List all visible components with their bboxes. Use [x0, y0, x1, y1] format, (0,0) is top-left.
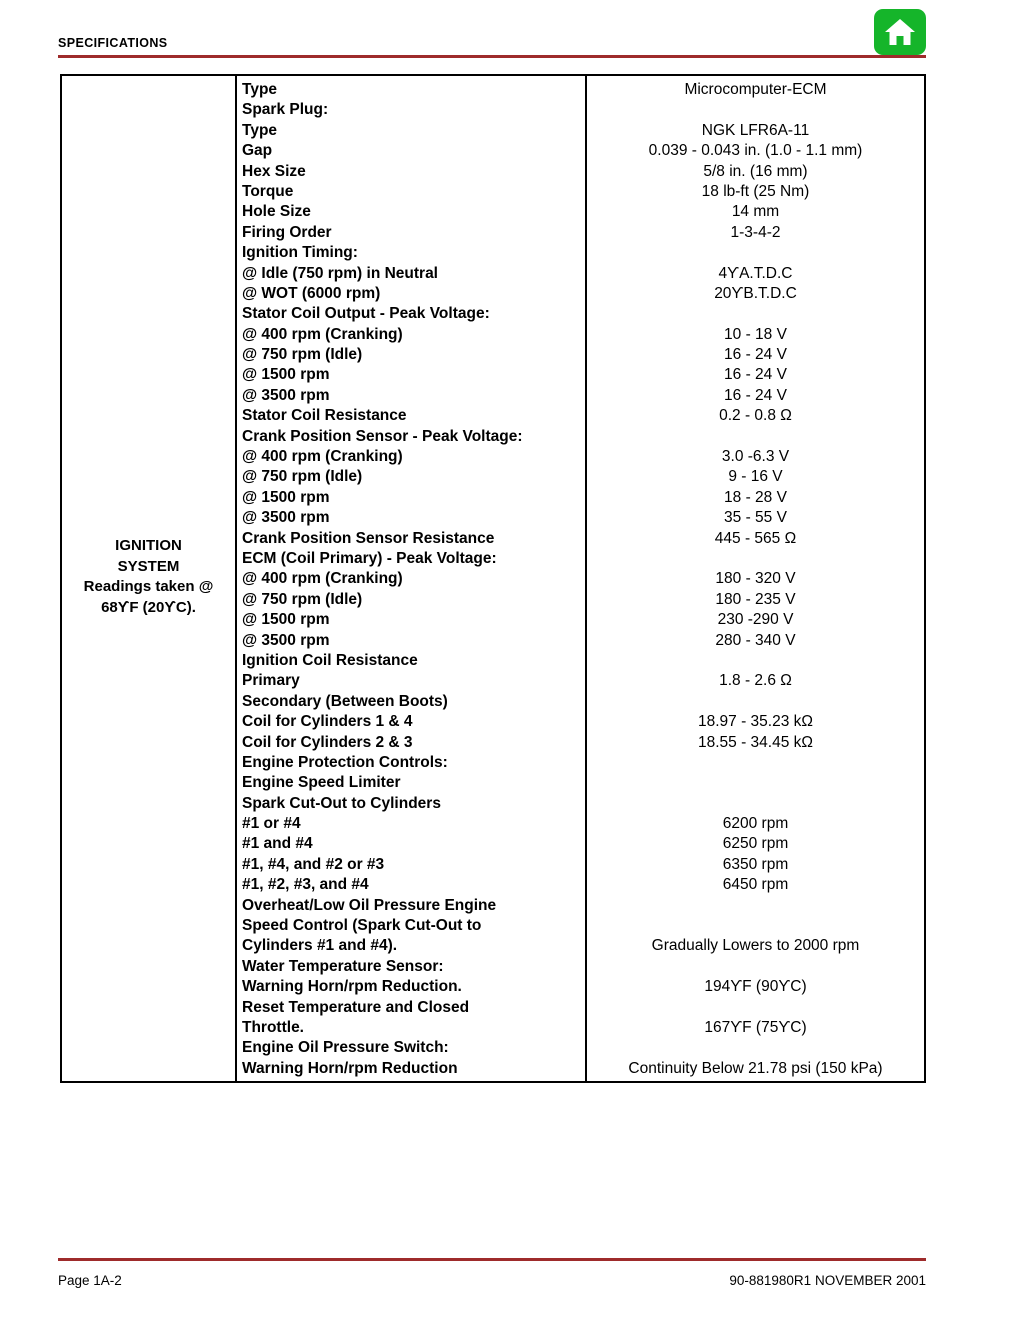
- spec-item-value: 3.0 -6.3 V: [721, 448, 790, 466]
- spec-item-value: [587, 753, 924, 773]
- spec-item-value: [587, 651, 924, 671]
- spec-item-label: @ 400 rpm (Cranking): [242, 570, 403, 588]
- spec-item-label: #1, #2, #3, and #4: [242, 876, 369, 894]
- spec-item-value: 9 - 16 V: [728, 468, 783, 486]
- spec-item-label: @ 1500 rpm: [242, 611, 330, 629]
- spec-item-label: Warning Horn/rpm Reduction.: [242, 978, 462, 996]
- spec-item-value: 280 - 340 V: [715, 631, 796, 649]
- spec-item-value: Continuity Below 21.78 psi (150 kPa): [628, 1059, 883, 1077]
- spec-item-label: @ 1500 rpm: [242, 366, 330, 384]
- spec-item-label: Engine Protection Controls:: [242, 753, 448, 771]
- spec-item-value: 6200 rpm: [722, 815, 789, 833]
- spec-item-value: [587, 957, 924, 977]
- spec-item-value: 1.8 - 2.6 Ω: [719, 672, 792, 690]
- spec-item-value: [587, 100, 924, 120]
- spec-item-label: Crank Position Sensor Resistance: [242, 529, 495, 547]
- spec-item-label: @ 3500 rpm: [242, 631, 330, 649]
- table-column-value: [587, 76, 924, 1081]
- spec-item-label: Coil for Cylinders 2 & 3: [242, 733, 413, 751]
- spec-item-label: Primary: [242, 672, 300, 690]
- spec-item-label: @ 750 rpm (Idle): [242, 468, 363, 486]
- page-header: [0, 0, 1024, 60]
- spec-item-value: 18.97 - 35.23 kΩ: [698, 713, 813, 731]
- spec-item-value: 10 - 18 V: [724, 325, 787, 343]
- spec-item-value: [587, 1038, 924, 1058]
- spec-item-label: Ignition Timing:: [242, 244, 358, 262]
- spec-item-label: Secondary (Between Boots): [242, 692, 448, 710]
- table-column-section: [62, 76, 237, 1081]
- document-id: 90-881980R1 NOVEMBER 2001: [729, 1273, 926, 1288]
- spec-item-value: 6450 rpm: [722, 876, 789, 894]
- spec-item-label: Cylinders #1 and #4).: [242, 937, 398, 955]
- spec-item-value: 16 - 24 V: [724, 346, 787, 364]
- spec-item-value: 18.55 - 34.45 kΩ: [698, 733, 813, 751]
- spec-item-value: 14 mm: [731, 203, 780, 221]
- spec-item-label: Throttle.: [242, 1018, 304, 1036]
- spec-item-value: 20ϒB.T.D.C: [714, 284, 797, 302]
- spec-item-label: Type: [242, 121, 278, 139]
- spec-item-value: 18 - 28 V: [724, 488, 787, 506]
- section-label-line: SYSTEM: [117, 557, 180, 575]
- page-title: SPECIFICATIONS: [58, 36, 168, 50]
- spec-item-label: @ 400 rpm (Cranking): [242, 448, 403, 466]
- spec-item-label: Type: [242, 81, 278, 98]
- spec-item-value: 4ϒA.T.D.C: [718, 264, 793, 282]
- spec-item-value: 35 - 55 V: [724, 509, 787, 527]
- spec-item-label: Hex Size: [242, 162, 306, 180]
- item-line-list: [237, 76, 585, 1079]
- spec-item-label: Stator Coil Resistance: [242, 407, 407, 425]
- spec-item-value: 167ϒF (75ϒC): [704, 1018, 807, 1036]
- spec-item-label: Speed Control (Spark Cut-Out to: [242, 917, 482, 935]
- spec-item-label: @ 750 rpm (Idle): [242, 346, 363, 364]
- spec-item-label: Hole Size: [242, 203, 311, 221]
- spec-item-value: Gradually Lowers to 2000 rpm: [651, 937, 860, 955]
- value-line-list: [587, 76, 924, 1079]
- spec-item-value: 16 - 24 V: [724, 366, 787, 384]
- footer-divider: [58, 1258, 926, 1261]
- spec-item-value: [587, 998, 924, 1018]
- spec-item-value: 0.2 - 0.8 Ω: [719, 407, 792, 425]
- spec-item-value: [587, 794, 924, 814]
- spec-item-label: Spark Plug:: [242, 101, 329, 119]
- spec-item-label: @ 3500 rpm: [242, 509, 330, 527]
- spec-item-label: @ 400 rpm (Cranking): [242, 325, 403, 343]
- section-label-line: Readings taken @: [83, 578, 214, 595]
- spec-item-label: Torque: [242, 182, 294, 200]
- spec-item-label: Reset Temperature and Closed: [242, 998, 470, 1016]
- spec-item-label: #1 or #4: [242, 815, 301, 833]
- spec-item-label: Engine Oil Pressure Switch:: [242, 1039, 449, 1057]
- spec-item-label: #1 and #4: [242, 835, 313, 853]
- spec-item-value: 6350 rpm: [722, 855, 789, 873]
- spec-item-value: 0.039 - 0.043 in. (1.0 - 1.1 mm): [648, 142, 863, 160]
- spec-item-label: Engine Speed Limiter: [242, 774, 401, 792]
- spec-item-value: [587, 549, 924, 569]
- spec-item-label: Overheat/Low Oil Pressure Engine: [242, 896, 497, 914]
- spec-item-value: [587, 916, 924, 936]
- spec-item-label: Coil for Cylinders 1 & 4: [242, 713, 413, 731]
- spec-item-value: [587, 692, 924, 712]
- spec-item-value: [587, 896, 924, 916]
- spec-item-label: @ 3500 rpm: [242, 386, 330, 404]
- spec-item-label: Water Temperature Sensor:: [242, 957, 444, 975]
- spec-item-value: 6250 rpm: [722, 835, 789, 853]
- spec-item-value: 18 lb-ft (25 Nm): [701, 182, 810, 200]
- spec-item-label: @ WOT (6000 rpm): [242, 284, 381, 302]
- section-label: [62, 536, 235, 618]
- spec-item-value: Microcomputer-ECM: [684, 81, 827, 98]
- spec-item-value: 180 - 320 V: [715, 570, 796, 588]
- spec-item-value: [587, 243, 924, 263]
- spec-item-label: ECM (Coil Primary) - Peak Voltage:: [242, 549, 497, 567]
- spec-item-label: Warning Horn/rpm Reduction: [242, 1059, 458, 1077]
- spec-item-value: [587, 304, 924, 324]
- page-number: Page 1A-2: [58, 1273, 122, 1288]
- spec-item-label: @ 750 rpm (Idle): [242, 590, 363, 608]
- table-column-item: [237, 76, 587, 1081]
- specifications-table: [60, 74, 926, 1083]
- spec-item-label: @ Idle (750 rpm) in Neutral: [242, 264, 438, 282]
- spec-item-value: NGK LFR6A-11: [701, 121, 810, 139]
- spec-item-label: @ 1500 rpm: [242, 488, 330, 506]
- header-divider: [58, 55, 926, 58]
- spec-item-value: [587, 773, 924, 793]
- spec-item-value: 230 -290 V: [717, 611, 794, 629]
- spec-item-label: Firing Order: [242, 223, 332, 241]
- spec-item-value: 445 - 565 Ω: [714, 529, 797, 547]
- spec-item-label: Spark Cut-Out to Cylinders: [242, 794, 441, 812]
- spec-item-value: 5/8 in. (16 mm): [703, 162, 808, 180]
- spec-item-value: 194ϒF (90ϒC): [704, 978, 807, 996]
- spec-item-label: Crank Position Sensor - Peak Voltage:: [242, 427, 523, 445]
- spec-item-label: Gap: [242, 142, 273, 160]
- spec-item-label: Ignition Coil Resistance: [242, 651, 418, 669]
- section-label-line: 68ϒF (20ϒC).: [101, 598, 196, 616]
- spec-item-value: [587, 427, 924, 447]
- spec-item-label: #1, #4, and #2 or #3: [242, 855, 385, 873]
- spec-item-value: 180 - 235 V: [715, 590, 796, 608]
- spec-item-value: 16 - 24 V: [724, 386, 787, 404]
- home-icon[interactable]: [874, 9, 926, 55]
- section-label-line: IGNITION: [115, 537, 182, 554]
- spec-item-label: Stator Coil Output - Peak Voltage:: [242, 305, 490, 323]
- spec-item-value: 1-3-4-2: [730, 223, 781, 241]
